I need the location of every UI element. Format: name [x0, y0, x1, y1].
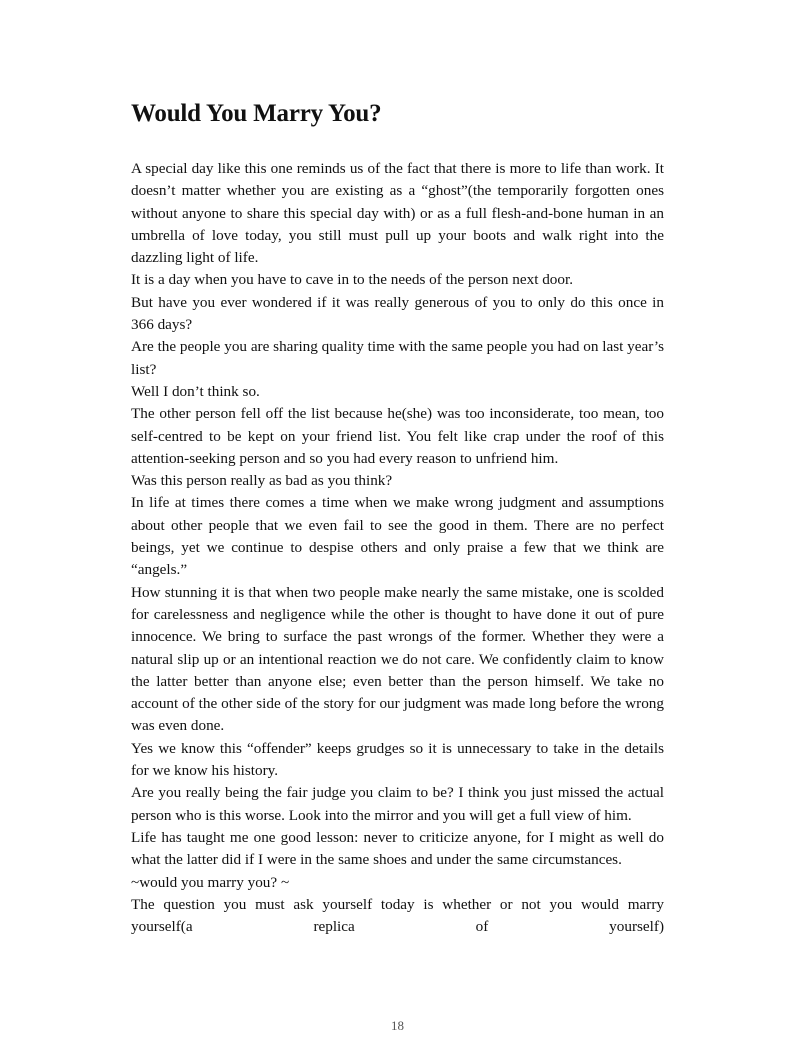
paragraph: Was this person really as bad as you think?: [131, 472, 393, 490]
paragraph: Are the people you are sharing quality time with the same people you had on last year’s list?: [131, 338, 664, 378]
paragraph: How stunning it is that when two people make nearly the same mistake, one is scolded for carelessness and negligence while the other is thought to have done it out of pure innocence. We bring to surface the past wrongs of the former. Whether they were a natural slip up or an intentional reaction we do not care. We confidently claim to know the latter better than anyone else; even better than the person himself. We take no account of the other side of the story for our judgment was made long before the wrong was even done.: [131, 583, 664, 735]
paragraph: A special day like this one reminds us of the fact that there is more to life than work. It doesn’t matter whether you are existing as a “ghost”(the temporarily forgotten ones without anyone to share this special day with) or as a full flesh-and-bone human in an umbrella of love today, you still must pull up your boots and walk right into the dazzling light of life.: [131, 160, 664, 267]
paragraph: The other person fell off the list because he(she) was too inconsiderate, too mean, too self-centred to be kept on your friend list. You felt like crap under the roof of this attention-seeking person and so you had every reason to unfriend him.: [131, 405, 664, 467]
page-content: [131, 96, 664, 938]
page-number: 18: [391, 1018, 404, 1033]
paragraph: In life at times there comes a time when we make wrong judgment and assumptions about other people that we even fail to see the good in them. There are no perfect beings, yet we continue to despise others and only praise a few that we think are “angels.”: [131, 494, 664, 579]
chapter-title: Would You Marry You?: [131, 100, 382, 127]
paragraph: Well I don’t think so.: [131, 382, 260, 400]
paragraph: Life has taught me one good lesson: never to criticize anyone, for I might as well do what the latter did if I were in the same shoes and under the same circumstances.: [131, 828, 664, 869]
paragraph: Yes we know this “offender” keeps grudges so it is unnecessary to take in the details for we know his history.: [131, 739, 664, 780]
paragraph: It is a day when you have to cave in to the needs of the person next door.: [131, 271, 574, 289]
body-text: [131, 158, 664, 938]
paragraph: But have you ever wondered if it was really generous of you to only do this once in 366 days?: [131, 293, 664, 334]
paragraph: Are you really being the fair judge you claim to be? I think you just missed the actual person who is this worse. Look into the mirror and you will get a full view of him.: [131, 784, 664, 824]
paragraph: The question you must ask yourself today is whether or not you would marry yourself(a replica of yourself): [131, 895, 664, 936]
paragraph: ~would you marry you? ~: [131, 873, 290, 891]
